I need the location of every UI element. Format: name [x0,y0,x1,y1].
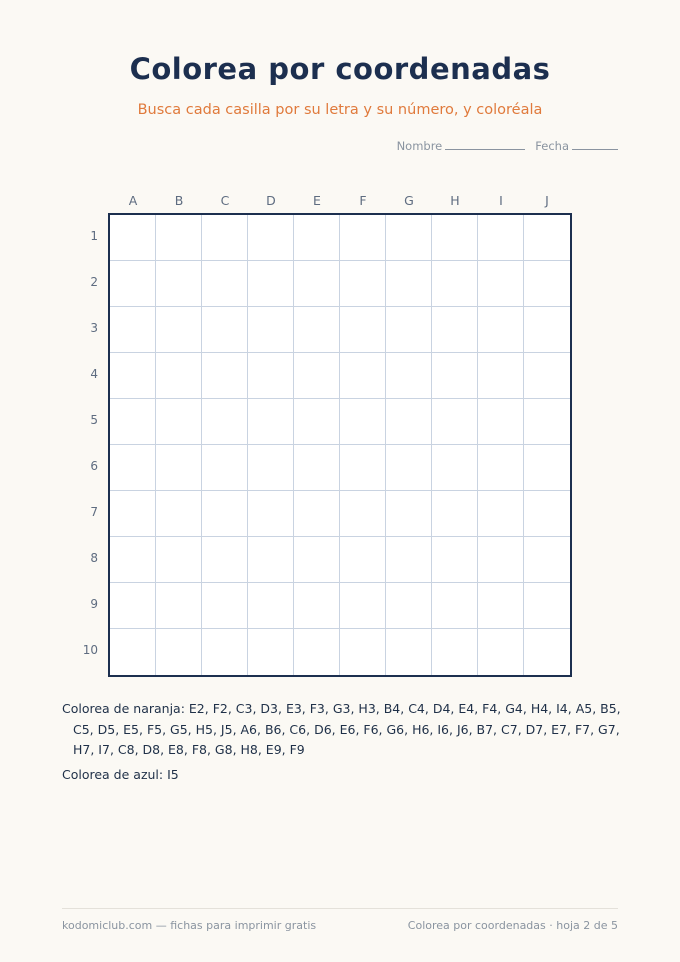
grid-cell[interactable] [340,215,386,261]
grid-cell[interactable] [294,583,340,629]
grid-cell[interactable] [110,537,156,583]
grid-cell[interactable] [110,491,156,537]
column-label: A [128,193,138,208]
orange-instructions-text: Colorea de naranja: E2, F2, C3, D3, E3, F3, G3, H3, B4, C4, D4, E4, F4, G4, H4, I4, A5, B5, C5, D5, E5, F5, G5, H5, J5, A6, B6, C6, D6, E6, F6, G6, H6, I6, J6, B7, C7, D7, E7, F7, G7, H7, I7, C8, D8, E8, F8, G8, H8, E9, F9 [62,701,621,757]
column-label: D [266,193,276,208]
grid-cell[interactable] [524,399,570,445]
column-label: B [174,193,184,208]
grid-cell[interactable] [248,307,294,353]
grid-cell[interactable] [156,445,202,491]
grid-cell[interactable] [294,491,340,537]
page-subtitle: Busca cada casilla por su letra y su número, y coloréala [137,102,543,118]
grid-cell[interactable] [478,307,524,353]
grid-cell[interactable] [478,399,524,445]
row-label: 9 [90,597,98,611]
row-label: 5 [90,413,98,427]
grid-cell[interactable] [524,261,570,307]
grid-cell[interactable] [340,445,386,491]
grid-cell[interactable] [248,353,294,399]
grid-cell[interactable] [156,629,202,675]
column-label: C [220,193,230,208]
grid-cell[interactable] [156,583,202,629]
grid-cell[interactable] [386,261,432,307]
grid-cell[interactable] [294,629,340,675]
grid-cell[interactable] [202,583,248,629]
grid-cell[interactable] [478,215,524,261]
grid-cell[interactable] [478,537,524,583]
grid-cell[interactable] [202,215,248,261]
grid-cell[interactable] [202,537,248,583]
grid-cell[interactable] [340,583,386,629]
grid-cell[interactable] [202,353,248,399]
grid-cell[interactable] [478,261,524,307]
grid-cell[interactable] [524,491,570,537]
column-label: I [499,193,503,208]
date-line [572,148,618,150]
column-label: G [404,193,414,208]
grid-cell[interactable] [386,491,432,537]
grid-cell[interactable] [294,215,340,261]
column-label: E [313,193,321,208]
grid-cell[interactable] [156,215,202,261]
grid-cell[interactable] [524,307,570,353]
grid-cell[interactable] [386,537,432,583]
name-field[interactable] [397,139,526,153]
grid-cell[interactable] [110,307,156,353]
row-label: 10 [82,643,98,657]
grid-cell[interactable] [478,583,524,629]
grid-cell[interactable] [432,445,478,491]
row-label: 3 [90,321,98,335]
grid-cell[interactable] [340,399,386,445]
footer-divider [62,908,618,909]
grid-cell[interactable] [110,261,156,307]
grid-cell[interactable] [432,629,478,675]
row-label: 7 [90,505,98,519]
row-label: 6 [90,459,98,473]
row-label: 8 [90,551,98,565]
grid-cell[interactable] [432,583,478,629]
grid-cell[interactable] [478,445,524,491]
grid-cell[interactable] [110,399,156,445]
grid-cell[interactable] [478,491,524,537]
grid-cell[interactable] [524,629,570,675]
grid-cell[interactable] [248,261,294,307]
grid-cell[interactable] [248,537,294,583]
grid-cell[interactable] [294,353,340,399]
footer-site: kodomiclub.com — fichas para imprimir gratis [62,919,317,932]
date-field[interactable] [535,139,618,153]
grid-cell[interactable] [478,353,524,399]
name-date-fields [397,139,618,153]
grid-cell[interactable] [340,353,386,399]
grid-cell[interactable] [156,537,202,583]
grid-cell[interactable] [478,629,524,675]
column-label: J [545,193,549,208]
grid-cell[interactable] [432,307,478,353]
grid-cell[interactable] [386,353,432,399]
grid-cell[interactable] [432,399,478,445]
blue-instructions [62,765,622,786]
grid-cell[interactable] [340,629,386,675]
grid-cell[interactable] [202,261,248,307]
page-title: Colorea por coordenadas [129,52,551,86]
grid-cell[interactable] [202,491,248,537]
grid-cell[interactable] [294,307,340,353]
grid-cell[interactable] [386,399,432,445]
grid-cell[interactable] [248,215,294,261]
grid-cell[interactable] [294,399,340,445]
row-label: 1 [90,229,98,243]
grid-cell[interactable] [432,261,478,307]
grid-cell[interactable] [156,399,202,445]
grid-cell[interactable] [202,307,248,353]
grid-cell[interactable] [524,537,570,583]
grid-cell[interactable] [202,629,248,675]
grid-cell[interactable] [524,583,570,629]
grid-cell[interactable] [386,445,432,491]
grid-cell[interactable] [248,629,294,675]
grid-cell[interactable] [248,399,294,445]
row-label: 4 [90,367,98,381]
grid-cell[interactable] [110,629,156,675]
grid-cell[interactable] [294,445,340,491]
grid-cell[interactable] [524,215,570,261]
column-label: F [359,193,367,208]
grid-cell[interactable] [386,307,432,353]
grid-cell[interactable] [294,537,340,583]
grid-cell[interactable] [386,215,432,261]
footer-page-info: Colorea por coordenadas · hoja 2 de 5 [407,919,618,932]
grid-cell[interactable] [524,353,570,399]
grid-cell[interactable] [386,583,432,629]
grid-cell[interactable] [110,353,156,399]
name-line [445,148,525,150]
grid-cell[interactable] [202,399,248,445]
grid-cell[interactable] [110,445,156,491]
blue-instructions-text: Colorea de azul: I5 [62,767,179,782]
grid-cell[interactable] [294,261,340,307]
coordinate-grid[interactable] [108,213,572,677]
date-label: Fecha [535,139,569,153]
grid-cell[interactable] [110,215,156,261]
grid-cell[interactable] [340,491,386,537]
grid-cell[interactable] [432,537,478,583]
grid-cell[interactable] [340,261,386,307]
grid-cell[interactable] [432,215,478,261]
grid-cell[interactable] [248,491,294,537]
grid-cell[interactable] [248,445,294,491]
name-label: Nombre [396,139,443,153]
column-label: H [450,193,460,208]
grid-cell[interactable] [432,353,478,399]
orange-instructions [62,699,622,761]
grid-cell[interactable] [340,307,386,353]
grid-cell[interactable] [156,491,202,537]
grid-cell[interactable] [248,583,294,629]
grid-cell[interactable] [156,307,202,353]
grid-cell[interactable] [156,353,202,399]
grid-cell[interactable] [340,537,386,583]
grid-cell[interactable] [524,445,570,491]
grid-cell[interactable] [202,445,248,491]
grid-cell[interactable] [156,261,202,307]
grid-cell[interactable] [432,491,478,537]
row-label: 2 [90,275,98,289]
grid-cell[interactable] [110,583,156,629]
grid-cell[interactable] [386,629,432,675]
